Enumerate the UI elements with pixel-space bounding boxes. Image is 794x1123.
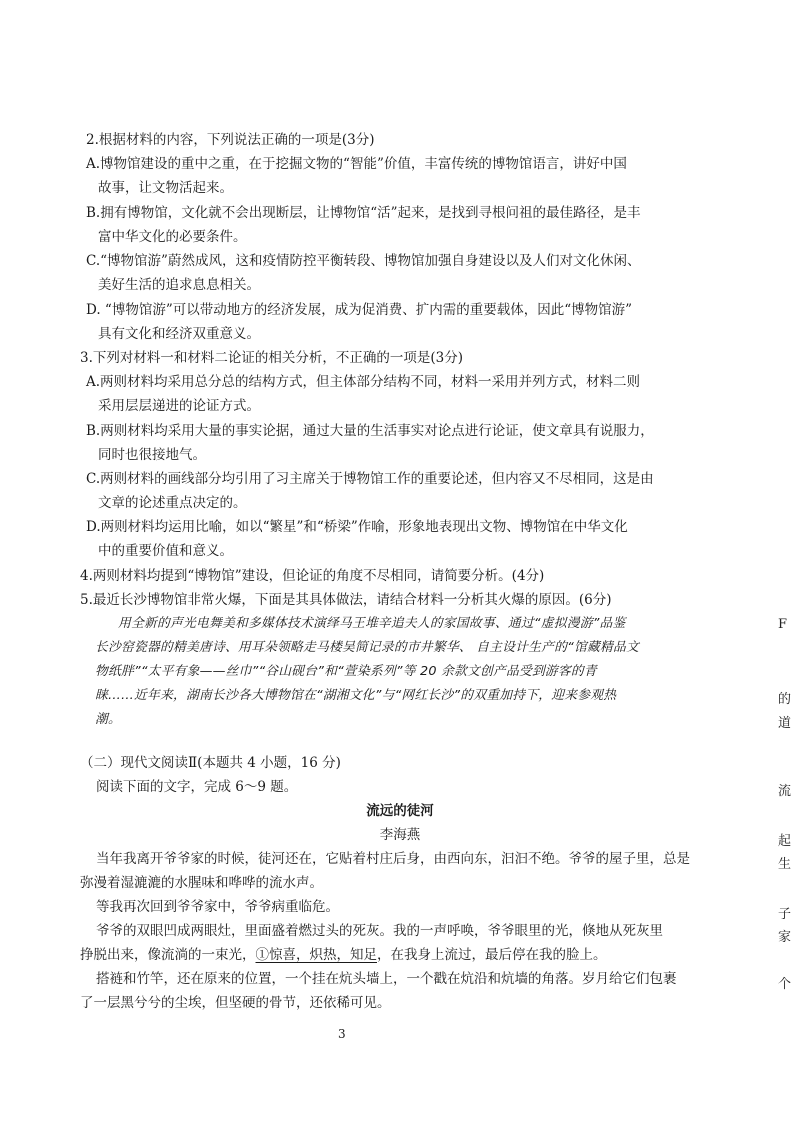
- q2-option-d-line1: D. “博物馆游”可以带动地方的经济发展，成为促消费、扩内需的重要载体，因此“博物馆游”: [86, 302, 633, 318]
- q3-option-c-line1: C.两则材料的画线部分均引用了习主席关于博物馆工作的重要论述，但内容又不尽相同，这是由: [86, 471, 654, 487]
- q3-option-d-line1: D.两则材料均运用比喻，如以“繁星”和“桥梁”作喻，形象地表现出文物、博物馆在中华文化: [86, 519, 628, 535]
- q2-option-a-line2: 故事，让文物活起来。: [98, 180, 233, 196]
- q3-option-b-line1: B.两则材料均采用大量的事实论据，通过大量的生活事实对论点进行论证，使文章具有说服力，: [86, 423, 654, 439]
- section2-instruction: 阅读下面的文字，完成 6～9 题。: [96, 779, 298, 795]
- paragraph-3-line2: [80, 945, 607, 965]
- edge-char: 起: [778, 834, 792, 849]
- q5-material-line2: 长沙窑瓷器的精美唐诗、用耳朵领略走马楼吴简记录的市井繁华、 自主设计生产的“馆藏精品文: [95, 640, 639, 655]
- paragraph-2: 等我再次回到爷爷家中，爷爷病重临危。: [96, 899, 339, 915]
- q5-material-line4: 睐……近年来，湖南长沙各大博物馆在“湖湘文化”与“网红长沙”的双重加持下，迎来参观热: [95, 688, 617, 703]
- paragraph-4-line1: 搭裢和竹竿，还在原来的位置，一个挂在炕头墙上，一个戳在炕沿和炕墙的角落。岁月给它们包裹: [96, 971, 677, 987]
- edge-char: 子: [778, 907, 792, 922]
- q2-option-d-line2: 具有文化和经济双重意义。: [98, 326, 260, 342]
- underlined-phrase: ①惊喜，炽热，知足: [255, 947, 377, 963]
- q3-option-d-line2: 中的重要价值和意义。: [98, 543, 233, 559]
- q5-material-line3: 物纸胖”“太平有象——丝巾”“谷山砚台”和“萱染系列”等 20 余款文创产品受到游客的青: [95, 664, 597, 679]
- q2-option-c-line2: 美好生活的追求息息相关。: [98, 277, 260, 293]
- q3-option-a-line1: A.两则材料均采用总分总的结构方式，但主体部分结构不同，材料一采用并列方式，材料二则: [86, 374, 641, 390]
- edge-char: 流: [778, 784, 792, 799]
- edge-char: 家: [778, 930, 792, 945]
- paragraph-3-line2-post: ，在我身上流过，最后停在我的脸上。: [377, 947, 607, 963]
- q5-stem: 5.最近长沙博物馆非常火爆，下面是其具体做法，请结合材料一分析其火爆的原因。(6分): [80, 592, 612, 608]
- edge-char: F: [778, 617, 788, 632]
- q5-material-line5: 潮。: [95, 712, 121, 727]
- article-title: 流远的徒河: [366, 803, 434, 819]
- edge-char: 个: [778, 977, 792, 992]
- q2-option-b-line2: 富中华文化的必要条件。: [98, 229, 247, 245]
- q2-option-c-line1: C.“博物馆游”蔚然成风，这和疫情防控平衡转段、博物馆加强自身建设以及人们对文化休闲、: [86, 253, 641, 269]
- article-author: 李海燕: [379, 827, 421, 843]
- section2-heading: （二）现代文阅读Ⅱ(本题共 4 小题，16 分): [80, 755, 341, 771]
- q5-material-line1: 用全新的声光电舞美和多媒体技术演绎马王堆辛追夫人的家国故事、通过“虚拟漫游”品鉴: [118, 616, 626, 631]
- q2-option-b-line1: B.拥有博物馆，文化就不会出现断层，让博物馆“活”起来，是找到寻根问祖的最佳路径，是丰: [86, 205, 641, 221]
- q3-option-c-line2: 文章的论述重点决定的。: [98, 495, 247, 511]
- paragraph-3-line2-pre: 挣脱出来，像流淌的一束光，: [80, 947, 256, 963]
- q2-option-a-line1: A.博物馆建设的重中之重，在于挖掘文物的“智能”价值，丰富传统的博物馆语言，讲好中国: [86, 156, 627, 172]
- q4-stem: 4.两则材料均提到“博物馆”建设，但论证的角度不尽相同，请简要分析。(4分): [80, 568, 545, 584]
- q3-stem: 3.下列对材料一和材料二论证的相关分析，不正确的一项是(3分): [80, 350, 464, 366]
- edge-char: 生: [778, 857, 792, 872]
- q3-option-b-line2: 同时也很接地气。: [98, 447, 206, 463]
- paragraph-4-line2: 了一层黑兮兮的尘埃，但坚硬的骨节，还依稀可见。: [80, 995, 391, 1011]
- paragraph-1-line2: 弥漫着湿漉漉的水腥味和哗哗的流水声。: [80, 875, 323, 891]
- page-number: 3: [338, 1027, 346, 1041]
- paragraph-1-line1: 当年我离开爷爷家的时候，徒河还在，它贴着村庄后身，由西向东，汩汩不绝。爷爷的屋子里，总是: [96, 851, 690, 867]
- q3-option-a-line2: 采用层层递进的论证方式。: [98, 398, 260, 414]
- edge-char: 的: [778, 692, 792, 707]
- q2-stem: 2.根据材料的内容，下列说法正确的一项是(3分): [86, 132, 375, 148]
- paragraph-3-line1: 爷爷的双眼凹成两眼灶，里面盛着燃过头的死灰。我的一声呼唤，爷爷眼里的光，倏地从死灰里: [96, 923, 663, 939]
- edge-char: 道: [778, 716, 792, 731]
